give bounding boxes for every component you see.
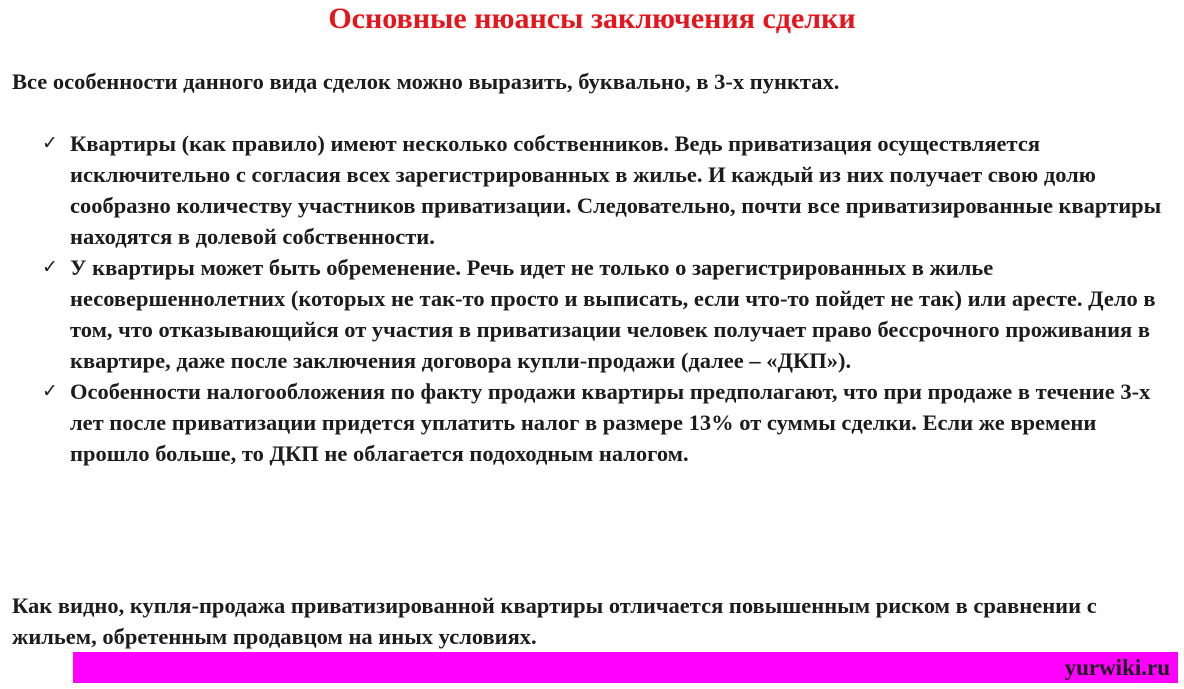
list-item-text: Квартиры (как правило) имеют несколько собственников. Ведь приватизация осуществляется исключительно с согласия всех зарегистрированных в жилье. И каждый из них получает свою долю сообразно количеству участников приватизации. Следовательно, почти все приватизированные квартиры находятся в долевой собственности.	[70, 131, 1162, 249]
check-icon: ✓	[42, 256, 58, 278]
list-item	[42, 376, 1177, 469]
list-item-text: У квартиры может быть обременение. Речь идет не только о зарегистрированных в жилье несовершеннолетних (которых не так-то просто и выписать, если что-то пойдет не так) или аресте. Дело в том, что отказывающийся от участия в приватизации человек получает право бессрочного проживания в квартире, даже после заключения договора купли-продажи (далее – «ДКП»).	[70, 255, 1156, 373]
footer-band	[73, 652, 1178, 683]
page-title: Основные нюансы заключения сделки	[328, 2, 856, 35]
list-item	[42, 252, 1177, 376]
site-watermark: yurwiki.ru	[1064, 655, 1170, 680]
conclusion-paragraph: Как видно, купля-продажа приватизированной квартиры отличается повышенным риском в сравнении с жильем, обретенным продавцом на иных условиях.	[12, 593, 1097, 649]
check-icon: ✓	[42, 132, 58, 154]
intro-paragraph: Все особенности данного вида сделок можно выразить, буквально, в 3-х пунктах.	[12, 69, 840, 94]
list-item	[42, 128, 1177, 252]
check-icon: ✓	[42, 380, 58, 402]
bullet-list	[42, 128, 1177, 469]
list-item-text: Особенности налогообложения по факту продажи квартиры предполагают, что при продаже в течение 3-х лет после приватизации придется уплатить налог в размере 13% от суммы сделки. Если же времени прошло больше, то ДКП не облагается подоходным налогом.	[70, 379, 1151, 466]
